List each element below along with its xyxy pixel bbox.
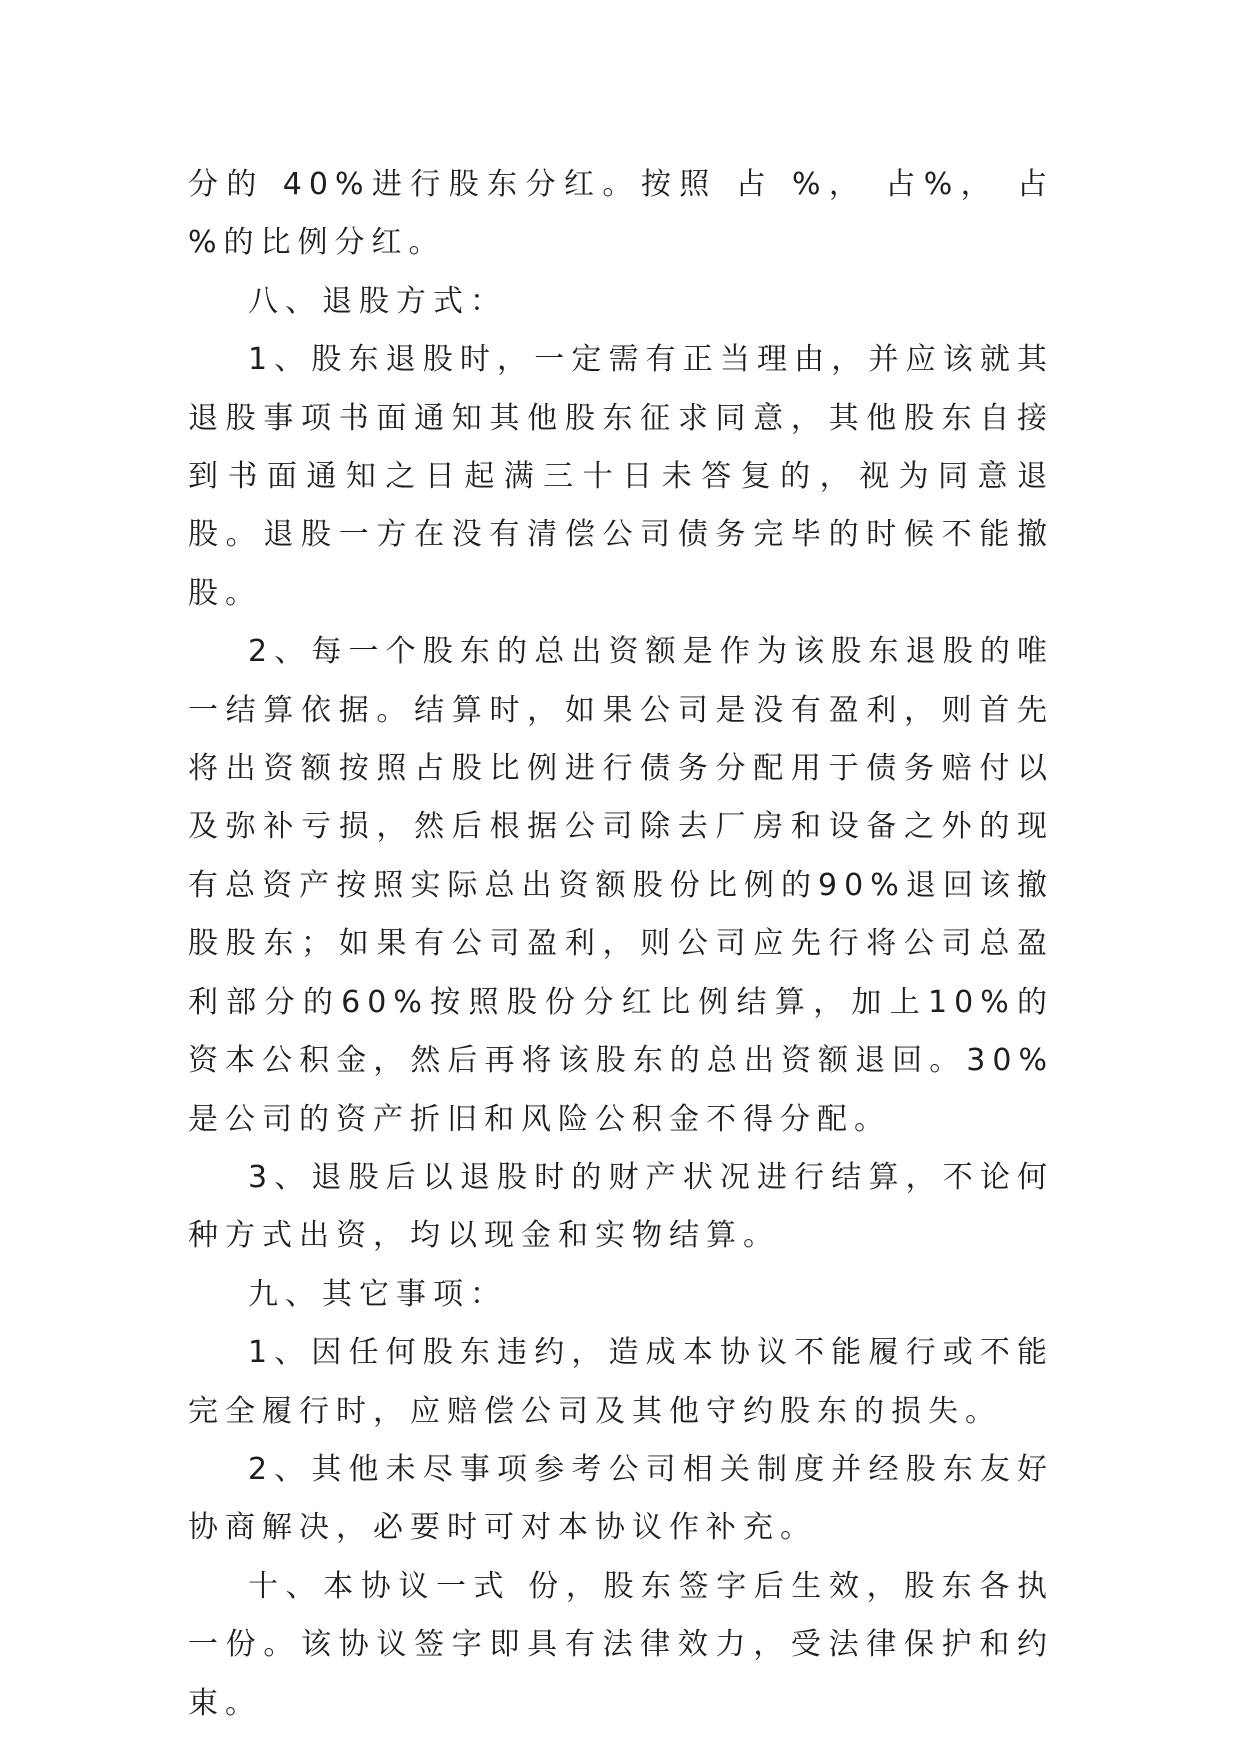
- heading-section-9-other: 九、其它事项：: [248, 1276, 507, 1312]
- paragraph-dividend-continuation: 分的 40%进行股东分红。按照 占 %， 占%， 占 %的比例分红。: [188, 167, 1054, 261]
- heading-section-8-withdrawal: 八、退股方式：: [248, 283, 507, 319]
- paragraph-9-1: 1、因任何股东违约，造成本协议不能履行或不能完全履行时，应赔偿公司及其他守约股东的损失。: [188, 1335, 1054, 1429]
- document-body: [188, 156, 1054, 1733]
- paragraph-8-1: 1、股东退股时，一定需有正当理由，并应该就其退股事项书面通知其他股东征求同意，其他股东自接到书面通知之日起满三十日未答复的，视为同意退股。退股一方在没有清偿公司债务完毕的时候不能撤股。: [188, 342, 1054, 611]
- paragraph-8-3: 3、退股后以退股时的财产状况进行结算，不论何种方式出资，均以现金和实物结算。: [188, 1159, 1054, 1254]
- paragraph-8-2: 2、每一个股东的总出资额是作为该股东退股的唯一结算依据。结算时，如果公司是没有盈利，则首先将出资额按照占股比例进行债务分配用于债务赔付以及弥补亏损，然后根据公司除去厂房和设备之外的现有总资产按照实际总出资额股份比例的90%退回该撤股股东；如果有公司盈利，则公司应先行将公司总盈利部分的60%按照股份分红比例结算，加上10%的资本公积金，然后再将该股东的总出资额退回。30%是公司的资产折旧和风险公积金不得分配。: [188, 634, 1054, 1137]
- paragraph-9-2: 2、其他未尽事项参考公司相关制度并经股东友好协商解决，必要时可对本协议作补充。: [188, 1451, 1054, 1546]
- paragraph-section-10: 十、本协议一式 份，股东签字后生效，股东各执一份。该协议签字即具有法律效力，受法律保护和约束。: [188, 1568, 1054, 1721]
